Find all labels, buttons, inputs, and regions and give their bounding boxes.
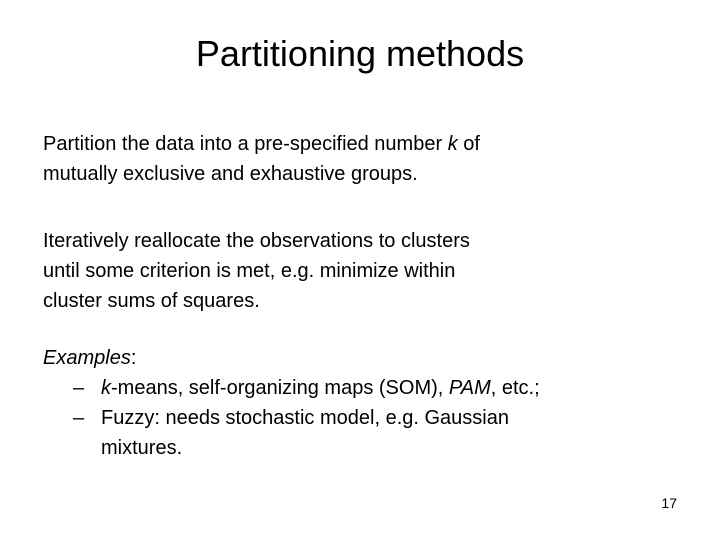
page-number: 17 (661, 495, 677, 511)
text-run: of (457, 133, 480, 155)
italic-k: k (101, 377, 111, 399)
bullet-text: Fuzzy: needs stochastic model, e.g. Gaussian (101, 407, 509, 429)
paragraph-line: until some criterion is met, e.g. minimize within (43, 260, 456, 282)
text-run: -means, self-organizing maps (SOM), (111, 377, 449, 399)
examples-section (43, 343, 683, 463)
bullet-continuation: mixtures. (101, 437, 183, 459)
text-run: , etc.; (490, 377, 540, 399)
text-run: : (130, 347, 137, 369)
examples-heading (43, 343, 683, 373)
examples-label: Examples (43, 347, 131, 369)
paragraph-line: cluster sums of squares. (43, 290, 260, 312)
example-bullet-kmeans (43, 373, 683, 403)
paragraph-line: Iteratively reallocate the observations to clusters (43, 230, 470, 252)
paragraph-partition (43, 129, 683, 189)
paragraph-iterative (43, 226, 683, 316)
italic-k: k (447, 133, 458, 155)
paragraph-line: mutually exclusive and exhaustive groups. (43, 163, 418, 185)
slide-title: Partitioning methods (195, 33, 525, 74)
paragraph-line (43, 129, 683, 159)
example-bullet-fuzzy (43, 403, 683, 433)
bullet-dash: – (73, 407, 85, 429)
text-run: Partition the data into a pre-specified number (43, 133, 448, 155)
bullet-text (101, 373, 540, 403)
bullet-dash: – (73, 377, 85, 399)
italic-pam: PAM (448, 377, 491, 399)
